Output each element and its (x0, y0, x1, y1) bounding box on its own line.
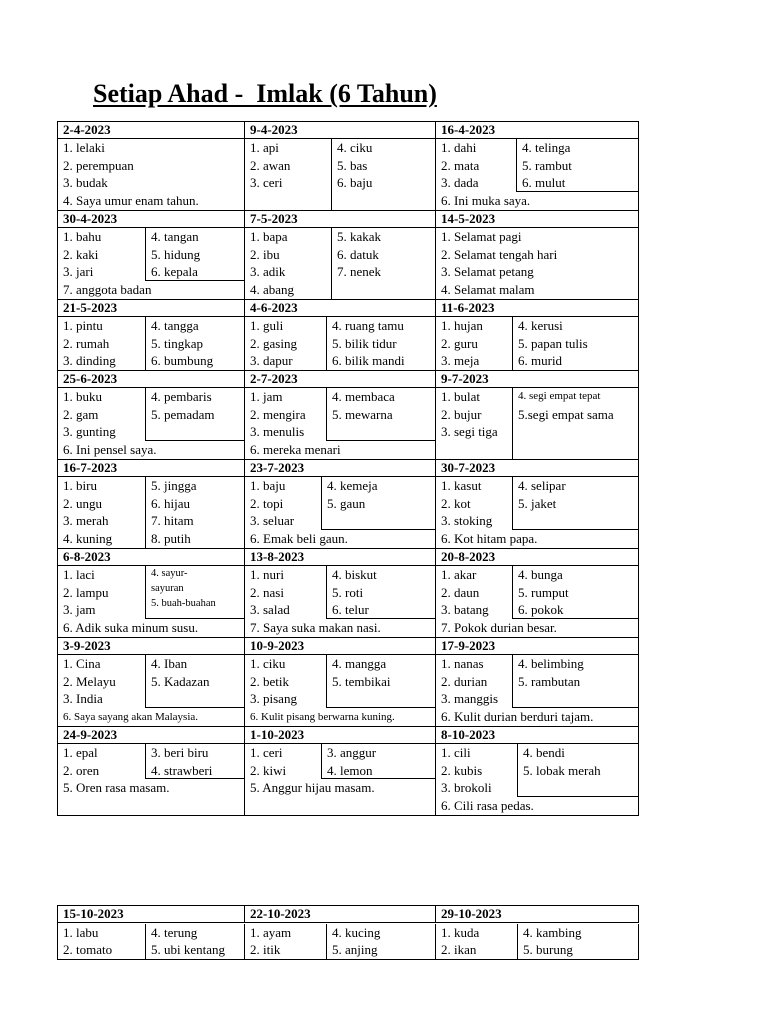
week-date: 24-9-2023 (58, 727, 245, 744)
word-item: 4. belimbing (518, 656, 584, 671)
word-item: 2. mata (441, 157, 480, 173)
word-item: 1. laci (63, 567, 95, 582)
week-date: 2-7-2023 (245, 371, 436, 388)
word-list-right (326, 317, 435, 371)
word-item: 1. ceri (250, 745, 283, 760)
word-item: 6. telur (332, 602, 369, 618)
word-item: 5. bas (337, 157, 368, 173)
word-list-right (516, 139, 638, 192)
word-item: 6. kepala (151, 264, 198, 280)
word-list-left (250, 139, 290, 192)
word-item: 3. ceri (250, 175, 283, 191)
word-item: 2. nasi (250, 584, 284, 600)
word-list-left (250, 566, 290, 619)
week-cell (245, 388, 436, 460)
week-cell (245, 566, 436, 638)
word-item: 2. bujur (441, 406, 482, 422)
word-item: 2. kaki (63, 246, 99, 262)
word-list-left (250, 477, 294, 530)
week-date: 22-10-2023 (245, 906, 436, 923)
word-list-left (63, 744, 99, 779)
word-item: 3. dinding (63, 353, 116, 369)
word-item: 4. kerusi (518, 318, 563, 333)
word-item: 1. baju (250, 478, 286, 493)
word-item: 2. rumah (63, 335, 110, 351)
word-item: 5. jingga (151, 478, 197, 493)
word-list-left (250, 655, 297, 708)
word-item: 2. topi (250, 495, 284, 511)
word-item: 6. mulut (522, 175, 566, 191)
word-list-left (63, 655, 116, 708)
word-item: 3. salad (250, 602, 290, 618)
word-item: 1. jam (250, 389, 283, 404)
word-item: 3. gunting (63, 424, 116, 440)
word-item: 1. bulat (441, 389, 480, 404)
word-list-left (441, 139, 479, 192)
word-list-left (441, 228, 557, 298)
word-list-left (250, 228, 294, 298)
word-item: 5. gaun (327, 495, 366, 511)
week-date: 14-5-2023 (436, 211, 639, 228)
word-item: 1. kasut (441, 478, 482, 493)
word-item: 1. epal (63, 745, 98, 760)
week-date: 13-8-2023 (245, 549, 436, 566)
week-cell (245, 317, 436, 371)
word-list-right (331, 139, 435, 211)
week-date: 6-8-2023 (58, 549, 245, 566)
word-item: 1. Selamat pagi (441, 229, 522, 244)
week-cell (436, 477, 639, 549)
word-item: 1. nuri (250, 567, 284, 582)
week-date: 16-7-2023 (58, 460, 245, 477)
week-cell (245, 477, 436, 549)
word-list-left (250, 924, 291, 959)
dictation-sentence: 6. Ini muka saya. (441, 192, 531, 208)
word-item: 4. abang (250, 281, 295, 297)
word-list-right (517, 744, 638, 797)
word-item: 2. kubis (441, 762, 483, 778)
word-item: 4. segi empat tepat (518, 390, 601, 402)
word-item: 6. bilik mandi (332, 353, 405, 369)
word-list-left (441, 566, 489, 619)
word-item: 4. biskut (332, 567, 377, 582)
word-item: 7. hitam (151, 513, 194, 529)
dictation-sentence: 6. Kot hitam papa. (441, 530, 538, 546)
week-cell (245, 655, 436, 727)
word-item: 1. labu (63, 924, 99, 940)
week-date: 23-7-2023 (245, 460, 436, 477)
word-item: 2. lampu (63, 584, 109, 600)
week-cell (436, 139, 639, 211)
week-date: 16-4-2023 (436, 122, 639, 139)
word-list-right (145, 228, 244, 281)
week-cell (58, 317, 245, 371)
word-item: 3. Selamat petang (441, 264, 534, 280)
word-item: 5.segi empat sama (518, 406, 614, 422)
week-date: 30-7-2023 (436, 460, 639, 477)
word-item: 3. adik (250, 264, 286, 280)
word-item: 4. strawberi (151, 762, 213, 778)
week-date: 7-5-2023 (245, 211, 436, 228)
dictation-schedule-table (57, 121, 639, 816)
word-item: 4. sayur- (151, 568, 188, 579)
word-list-right (326, 566, 435, 619)
word-list-left (63, 924, 112, 959)
word-item: 2. Selamat tengah hari (441, 246, 558, 262)
word-item: 4. tangga (151, 318, 199, 333)
week-date: 2-4-2023 (58, 122, 245, 139)
dictation-sentence: 6. Cili rasa pedas. (441, 797, 534, 813)
word-item: 4. Selamat malam (441, 281, 535, 297)
word-list-left (63, 228, 101, 281)
word-list-left (441, 744, 492, 797)
word-item: 3. segi tiga (441, 424, 498, 440)
word-item: 3. batang (441, 602, 489, 618)
word-list-left (250, 317, 297, 370)
word-list-left (63, 317, 116, 370)
word-item: 3. beri biru (151, 745, 209, 760)
word-item: 4. ruang tamu (332, 318, 404, 333)
word-item: 3. stoking (441, 513, 493, 529)
word-list-left (63, 139, 134, 192)
word-item: 8. putih (151, 530, 191, 546)
word-item: 5. mewarna (332, 406, 393, 422)
word-item: 2. ungu (63, 495, 102, 511)
word-item: 5. rambut (522, 157, 572, 173)
word-item: 4. tangan (151, 229, 199, 244)
word-item: 3. manggis (441, 691, 499, 707)
word-item: 4. kuning (63, 530, 113, 546)
word-list-left (441, 477, 492, 530)
week-date: 30-4-2023 (58, 211, 245, 228)
word-item: 5. kakak (337, 229, 382, 244)
word-item: 1. akar (441, 567, 477, 582)
week-date: 20-8-2023 (436, 549, 639, 566)
word-item: 2. tomato (63, 942, 113, 958)
word-item: 2. durian (441, 673, 488, 689)
word-item: 1. bahu (63, 229, 102, 244)
word-item: 2. mengira (250, 406, 306, 422)
word-item: 5. jaket (518, 495, 557, 511)
word-item: 2. kiwi (250, 762, 287, 778)
dictation-sentence: 6. Kulit pisang berwarna kuning. (250, 710, 395, 723)
week-date: 1-10-2023 (245, 727, 436, 744)
word-list-right (145, 744, 244, 779)
word-item: 4. membaca (332, 389, 395, 404)
word-item: 4. kucing (332, 924, 381, 940)
word-item: 5. tembikai (332, 673, 391, 689)
word-list-right (517, 924, 638, 960)
word-list-right (326, 924, 435, 960)
word-list-right (326, 655, 435, 708)
word-item: 6. murid (518, 353, 563, 369)
word-list-left (441, 655, 498, 708)
word-list-left (441, 388, 498, 441)
word-item: 3. seluar (250, 513, 295, 529)
word-item: 2. daun (441, 584, 480, 600)
word-list-left (250, 388, 306, 441)
word-item: 4. kambing (523, 924, 582, 940)
week-cell (245, 924, 436, 960)
word-item: 2. guru (441, 335, 478, 351)
word-list-left (63, 388, 116, 441)
week-cell (436, 655, 639, 727)
word-item: 4. kemeja (327, 478, 378, 493)
word-item: 2. betik (250, 673, 289, 689)
word-item: 4. telinga (522, 140, 571, 155)
week-date: 4-6-2023 (245, 300, 436, 317)
word-list-right (145, 566, 244, 619)
word-item: 2. awan (250, 157, 291, 173)
word-item: 3. jari (63, 264, 94, 280)
week-cell (58, 566, 245, 638)
word-item: 2. itik (250, 942, 281, 958)
word-item: 3. India (63, 691, 103, 707)
word-item: 4. mangga (332, 656, 387, 671)
word-item: 6. bumbung (151, 353, 214, 369)
word-item: 1. dahi (441, 140, 477, 155)
word-item: 1. hujan (441, 318, 483, 333)
dictation-sentence: 4. Saya umur enam tahun. (63, 192, 199, 208)
week-date: 17-9-2023 (436, 638, 639, 655)
week-date: 8-10-2023 (436, 727, 639, 744)
word-item: 1. kuda (441, 924, 480, 940)
week-cell (436, 228, 639, 300)
word-item: 4. terung (151, 924, 198, 940)
word-list-right (512, 566, 638, 619)
word-item: 5. roti (332, 584, 364, 600)
word-item: 4. bendi (523, 745, 565, 760)
word-item: 3. brokoli (441, 780, 492, 796)
word-list-right (145, 924, 244, 960)
word-item: 1. lelaki (63, 140, 105, 155)
word-list-left (441, 317, 483, 370)
word-list-right (512, 477, 638, 530)
word-item: 5. rambutan (518, 673, 581, 689)
word-item: 5. pemadam (151, 406, 215, 422)
word-item: 4. pembaris (151, 389, 212, 404)
word-list-right (512, 317, 638, 371)
word-item: 5. buah-buahan (151, 598, 216, 609)
word-list-right (331, 228, 435, 300)
word-item: 4. selipar (518, 478, 566, 493)
week-date: 9-4-2023 (245, 122, 436, 139)
word-list-right (145, 388, 244, 441)
word-item: 6. pokok (518, 602, 564, 618)
week-cell (436, 924, 639, 960)
word-item: 5. Kadazan (151, 673, 210, 689)
word-item: 6. hijau (151, 495, 190, 511)
word-list-left (441, 924, 479, 959)
word-item: 3. budak (63, 175, 108, 191)
word-item: 3. dada (441, 175, 479, 191)
week-date: 10-9-2023 (245, 638, 436, 655)
dictation-sentence: 6. Ini pensel saya. (63, 441, 157, 457)
word-item: 7. nenek (337, 264, 382, 280)
word-list-right (145, 317, 244, 371)
dictation-sentence: 7. anggota badan (63, 281, 152, 297)
week-cell (245, 228, 436, 300)
page-title: Setiap Ahad - Imlak (6 Tahun) (93, 79, 437, 108)
word-list-right (512, 655, 638, 708)
word-list-right (321, 477, 435, 530)
word-item: 2. gasing (250, 335, 297, 351)
week-date: 9-7-2023 (436, 371, 639, 388)
week-cell (436, 317, 639, 371)
week-cell (58, 228, 245, 300)
word-item: 1. biru (63, 478, 97, 493)
week-cell (58, 744, 245, 816)
word-item: 1. bapa (250, 229, 288, 244)
dictation-sentence: 7. Saya suka makan nasi. (250, 619, 381, 635)
dictation-sentence: 5. Oren rasa masam. (63, 780, 170, 796)
word-item: 1. ciku (250, 656, 286, 671)
word-list-right (145, 477, 244, 549)
week-cell (58, 924, 245, 960)
week-date: 25-6-2023 (58, 371, 245, 388)
word-item: 6. datuk (337, 246, 379, 262)
word-item: 5. hidung (151, 246, 201, 262)
week-date: 15-10-2023 (58, 906, 245, 923)
week-date: 11-6-2023 (436, 300, 639, 317)
week-cell (245, 744, 436, 816)
word-list-left (63, 566, 109, 619)
word-list-right (145, 655, 244, 708)
word-list-right (326, 388, 435, 441)
word-item: 5. rumput (518, 584, 569, 600)
word-item: 5. tingkap (151, 335, 203, 351)
dictation-schedule-table-continued (57, 905, 639, 960)
word-item: 4. Iban (151, 656, 188, 671)
word-list-left (250, 744, 286, 779)
word-item: 1. guli (250, 318, 284, 333)
word-item: 3. merah (63, 513, 109, 529)
week-date: 21-5-2023 (58, 300, 245, 317)
word-item: 1. nanas (441, 656, 484, 671)
word-item: 1. ayam (250, 924, 292, 940)
week-cell (436, 744, 639, 816)
word-item: 5. anjing (332, 942, 378, 958)
week-cell (58, 655, 245, 727)
word-item: 3. anggur (327, 745, 377, 760)
dictation-sentence: 6. Kulit durian berduri tajam. (441, 708, 594, 724)
word-item: 5. ubi kentang (151, 942, 226, 958)
word-item: 1. cili (441, 745, 471, 760)
word-item: 5. lobak merah (523, 762, 601, 778)
word-item: 1. api (250, 140, 279, 155)
word-item: 2. ibu (250, 246, 280, 262)
week-cell (245, 139, 436, 211)
week-cell (436, 388, 639, 460)
word-item: 5. bilik tidur (332, 335, 397, 351)
word-item: 1. buku (63, 389, 102, 404)
word-item: 4. ciku (337, 140, 373, 155)
week-cell (58, 388, 245, 460)
word-item: 2. gam (63, 406, 99, 422)
dictation-sentence: 6. Adik suka minum susu. (63, 619, 199, 635)
week-date: 29-10-2023 (436, 906, 639, 923)
word-item: 2. ikan (441, 942, 477, 958)
dictation-sentence: 6. Saya sayang akan Malaysia. (63, 710, 199, 723)
word-item: 3. menulis (250, 424, 305, 440)
word-list-right (512, 388, 638, 460)
week-cell (58, 139, 245, 211)
word-item: 3. dapur (250, 353, 293, 369)
dictation-sentence: 6. mereka menari (250, 441, 341, 457)
word-item: 4. lemon (327, 762, 373, 778)
word-item: 3. jam (63, 602, 96, 618)
dictation-sentence: 5. Anggur hijau masam. (250, 780, 375, 796)
word-item: 5. burung (523, 942, 573, 958)
word-item: 3. meja (441, 353, 480, 369)
word-item: 1. pintu (63, 318, 103, 333)
week-cell (58, 477, 245, 549)
word-item: 5. papan tulis (518, 335, 588, 351)
week-cell (436, 566, 639, 638)
dictation-sentence: 6. Emak beli gaun. (250, 530, 348, 546)
week-date: 3-9-2023 (58, 638, 245, 655)
word-item: 3. pisang (250, 691, 297, 707)
word-item: 6. baju (337, 175, 373, 191)
word-item: 1. Cina (63, 656, 101, 671)
dictation-sentence: 7. Pokok durian besar. (441, 619, 557, 635)
word-item: 2. Melayu (63, 673, 116, 689)
word-item: sayuran (151, 583, 184, 594)
word-list-right (321, 744, 435, 779)
word-item: 2. kot (441, 495, 471, 511)
word-item: 2. perempuan (63, 157, 134, 173)
word-item: 4. bunga (518, 567, 563, 582)
word-list-left (63, 477, 112, 547)
word-item: 2. oren (63, 762, 100, 778)
